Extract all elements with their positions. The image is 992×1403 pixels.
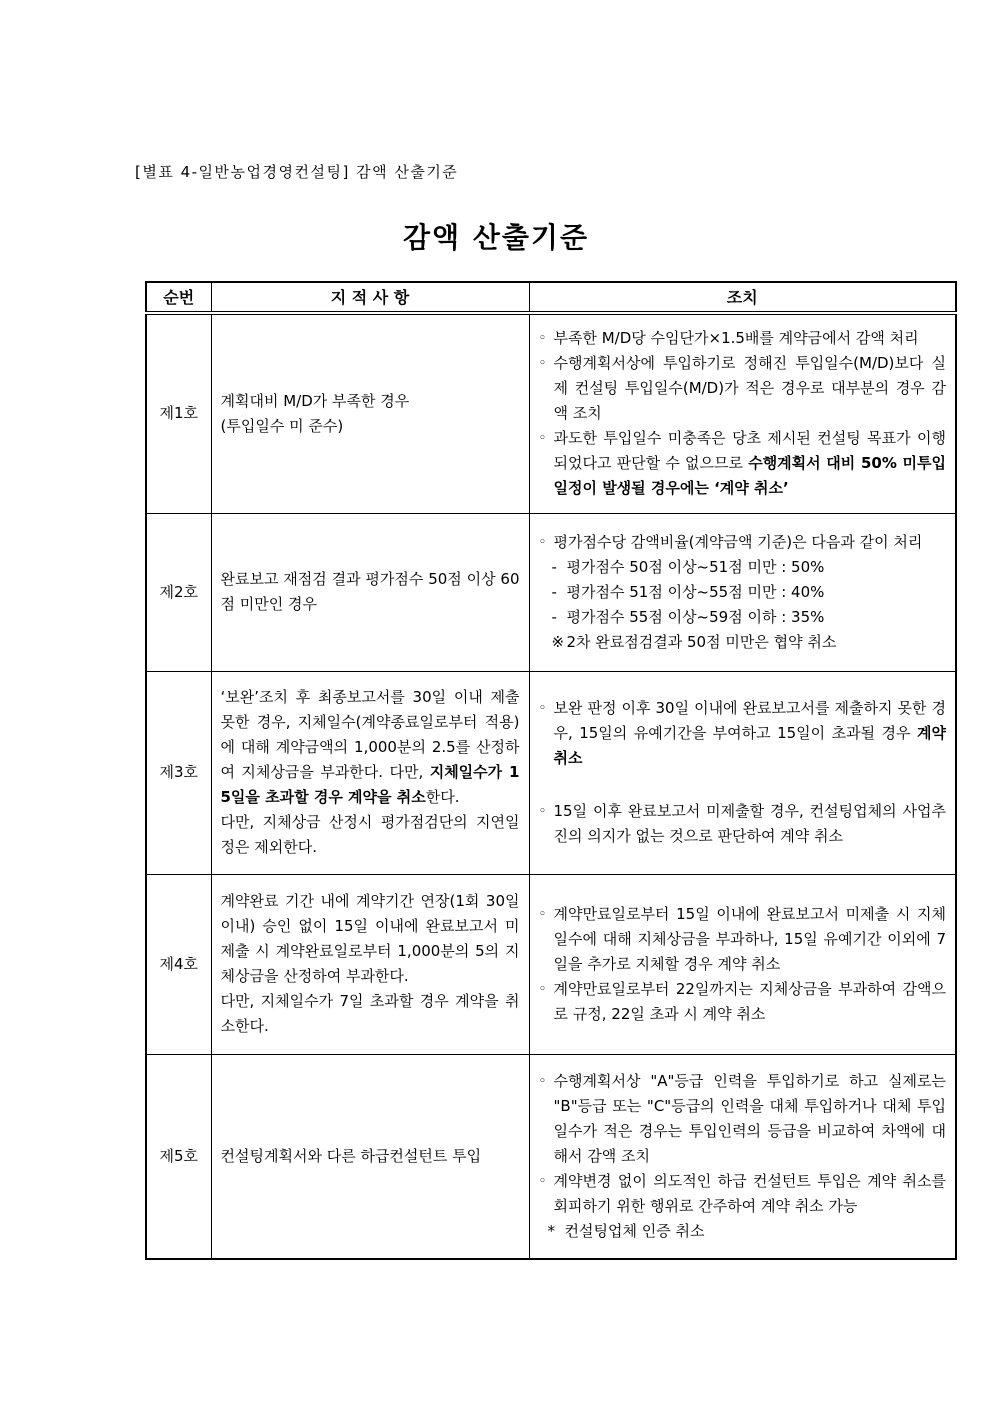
bullet-marker-icon: ◦ bbox=[538, 701, 547, 716]
action-cell bbox=[529, 1054, 956, 1259]
bullet-marker-icon: ◦ bbox=[538, 356, 547, 372]
text-segment: 다만, 지체일수가 7일 초과할 경우 계약을 취소한다. bbox=[220, 992, 520, 1035]
action-cell bbox=[529, 671, 956, 874]
action-item bbox=[552, 630, 947, 655]
text-segment: 컨설팅계획서와 다른 하급컨설턴트 투입 bbox=[220, 1146, 482, 1165]
col-header-action: 조치 bbox=[529, 282, 956, 313]
table-row bbox=[146, 1054, 956, 1259]
action-item bbox=[548, 1219, 947, 1244]
action-item bbox=[539, 530, 947, 555]
action-item bbox=[552, 605, 947, 630]
text-segment: 부족한 M/D당 수임단가×1.5배를 계약금에서 감액 처리 bbox=[553, 329, 919, 348]
issue-cell bbox=[211, 874, 529, 1054]
row-number: 제5호 bbox=[146, 1054, 211, 1259]
row-number: 제4호 bbox=[146, 874, 211, 1054]
bullet-marker-icon: ◦ bbox=[538, 1173, 547, 1189]
line-spacer bbox=[539, 771, 947, 799]
text-segment: 한다. bbox=[425, 788, 460, 806]
text-segment: 수행계획서상 "A"등급 인력을 투입하기로 하고 실제로는 "B"등급 또는 "C"등급의 인력을 대체 투입하거나 대체 투입 일수가 적은 경우는 투입인력의 등급을 비교하여 차액에 대해서 감액 조치 bbox=[553, 1071, 946, 1165]
col-header-issue: 지 적 사 항 bbox=[211, 282, 529, 313]
table-row bbox=[146, 513, 956, 671]
issue-paragraph bbox=[221, 567, 520, 617]
issue-paragraph bbox=[221, 685, 520, 810]
row-number: 제2호 bbox=[146, 513, 211, 671]
col-header-no: 순번 bbox=[146, 282, 211, 313]
issue-paragraph bbox=[221, 989, 520, 1039]
action-item bbox=[539, 977, 947, 1027]
row-number: 제1호 bbox=[146, 313, 211, 513]
text-segment: 계약만료일로부터 22일까지는 지체상금을 부과하여 감액으로 규정, 22일 초과 시 계약 취소 bbox=[553, 979, 946, 1023]
text-segment: 수행계획서상에 투입하기로 정해진 투입일수(M/D)보다 실제 컨설팅 투입일수(M/D)가 적은 경우로 대부분의 경우 감액 조치 bbox=[553, 354, 946, 423]
issue-paragraph bbox=[221, 889, 520, 989]
note-marker-icon: ※ bbox=[551, 632, 565, 651]
issue-cell bbox=[211, 671, 529, 874]
issue-paragraph bbox=[221, 414, 520, 439]
action-item bbox=[539, 902, 947, 977]
criteria-table bbox=[145, 281, 957, 1260]
text-segment: 과도한 투입일수 미충족은 당초 제시된 컨설팅 목표가 이행되었다고 판단할 수 없으므로 bbox=[553, 429, 946, 473]
bullet-marker-icon: ◦ bbox=[538, 331, 547, 347]
action-cell bbox=[529, 513, 956, 671]
text-segment: (투입일수 미 준수) bbox=[220, 416, 344, 435]
bullet-marker-icon: ◦ bbox=[538, 804, 547, 819]
header-row bbox=[146, 282, 956, 313]
table-row bbox=[146, 313, 956, 513]
action-cell bbox=[529, 313, 956, 513]
text-segment: 15일 이후 완료보고서 미제출할 경우, 컨설팅업체의 사업추진의 의지가 없는 것으로 판단하여 계약 취소 bbox=[553, 802, 946, 845]
action-item bbox=[552, 555, 947, 580]
action-item bbox=[539, 1069, 947, 1169]
action-item bbox=[539, 326, 947, 351]
text-segment: 완료보고 재점검 결과 평가점수 50점 이상 60점 미만인 경우 bbox=[220, 570, 520, 613]
text-segment: 계약변경 없이 의도적인 하급 컨설턴트 투입은 계약 취소를 회피하기 위한 행위로 간주하여 계약 취소 가능 bbox=[553, 1171, 946, 1215]
bullet-marker-icon: ◦ bbox=[538, 906, 547, 922]
text-segment: 평가점수 55점 이상~59점 이하 : 35% bbox=[566, 607, 825, 626]
bullet-marker-icon: ◦ bbox=[538, 431, 547, 447]
page-title: 감액 산출기준 bbox=[402, 221, 590, 254]
text-segment: 보완 판정 이후 30일 이내에 완료보고서를 제출하지 못한 경우, 15일의 유예기간을 부여하고 15일이 초과될 경우 bbox=[553, 699, 946, 742]
action-item bbox=[539, 696, 947, 771]
text-segment: 다만, 지체상금 산정시 평가점검단의 지연일정은 제외한다. bbox=[220, 813, 520, 856]
text-segment: 2차 완료점검결과 50점 미만은 협약 취소 bbox=[566, 632, 837, 651]
issue-paragraph bbox=[221, 389, 520, 414]
issue-paragraph bbox=[221, 1144, 520, 1169]
bullet-marker-icon: ◦ bbox=[538, 534, 547, 550]
issue-paragraph bbox=[221, 810, 520, 860]
issue-cell bbox=[211, 1054, 529, 1259]
doc-label: [별표 4-일반농업경영컨설팅] 감액 산출기준 bbox=[135, 163, 459, 181]
bullet-marker-icon: ◦ bbox=[538, 981, 547, 997]
table-row bbox=[146, 671, 956, 874]
text-segment: 계획대비 M/D가 부족한 경우 bbox=[220, 391, 410, 410]
dash-marker-icon: - bbox=[551, 582, 557, 601]
action-cell bbox=[529, 874, 956, 1054]
text-segment: 계약완료 기간 내에 계약기간 연장(1회 30일 이내) 승인 없이 15일 이내에 완료보고서 미제출 시 계약완료일로부터 1,000분의 5의 지체상금을 산정하여 부과한다. bbox=[220, 892, 520, 985]
dash-marker-icon: - bbox=[551, 557, 557, 576]
text-segment: 평가점수당 감액비율(계약금액 기준)은 다음과 같이 처리 bbox=[553, 532, 923, 551]
issue-cell bbox=[211, 313, 529, 513]
row-number: 제3호 bbox=[146, 671, 211, 874]
action-item bbox=[539, 1169, 947, 1219]
text-segment: ‘보완’조치 후 최종보고서를 30일 이내 제출 못한 경우, 지체일수(계약종료일로부터 적용)에 대해 계약금액의 1,000분의 2.5를 산정하여 지체상금을 부과한다. 다만, bbox=[220, 688, 520, 781]
issue-cell bbox=[211, 513, 529, 671]
emphasized-text: 수행계획서 대비 50% 미투입 일정이 발생될 경우에는 ‘계약 취소’ bbox=[553, 454, 946, 498]
action-item bbox=[539, 351, 947, 426]
action-item bbox=[539, 799, 947, 849]
text-segment: 평가점수 51점 이상~55점 미만 : 40% bbox=[566, 582, 825, 601]
action-item bbox=[552, 580, 947, 605]
table-row bbox=[146, 874, 956, 1054]
star-marker-icon: * bbox=[547, 1221, 555, 1240]
table-header bbox=[146, 282, 956, 313]
bullet-marker-icon: ◦ bbox=[538, 1073, 547, 1089]
text-segment: 컨설팅업체 인증 취소 bbox=[564, 1221, 705, 1240]
emphasized-text: 계약 취소 bbox=[553, 724, 946, 767]
action-item bbox=[539, 426, 947, 501]
text-segment: 평가점수 50점 이상~51점 미만 : 50% bbox=[566, 557, 825, 576]
table-body bbox=[146, 313, 956, 1259]
emphasized-text: 지체일수가 15일을 초과할 경우 계약을 취소 bbox=[220, 763, 520, 806]
dash-marker-icon: - bbox=[551, 607, 557, 626]
text-segment: 계약만료일로부터 15일 이내에 완료보고서 미제출 시 지체일수에 대해 지체상금을 부과하나, 15일 유예기간 이외에 7일을 추가로 지체할 경우 계약 취소 bbox=[553, 904, 946, 973]
